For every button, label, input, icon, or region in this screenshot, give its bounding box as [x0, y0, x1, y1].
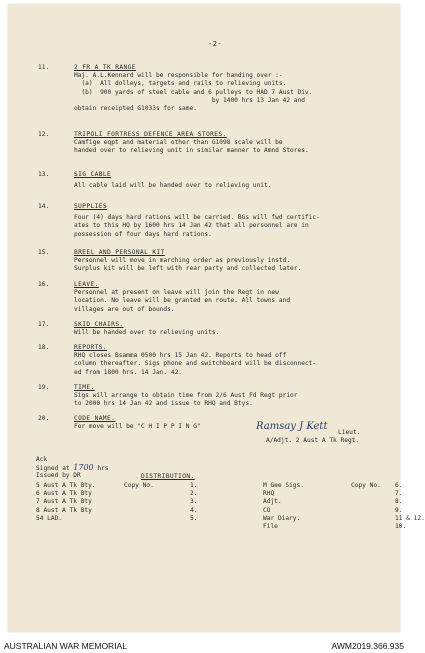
item-line: ates to this HQ by 1600 hrs 14 Jan 42 that all personnel are in	[74, 222, 309, 230]
distribution-unit: File	[263, 523, 278, 531]
item-heading: LEAVE.	[74, 281, 99, 288]
distribution-copy-number: 7.	[395, 490, 403, 498]
acknowledgement-block	[36, 456, 109, 480]
item-number: 20.	[38, 415, 50, 422]
signature-rank: Lieut.	[338, 429, 361, 436]
distribution-copy-number: 6.	[395, 482, 403, 489]
distribution-copy-number: 8.	[395, 498, 403, 506]
distribution-copy-number: 10.	[395, 523, 407, 531]
handwritten-signature: Ramsay J Kett	[256, 421, 328, 432]
ack-label: Ack	[36, 456, 48, 463]
item-heading: TIME.	[74, 384, 95, 391]
item-line: Personnel at present on leave will join the Regt in new	[74, 289, 279, 297]
page-number: -2-	[208, 40, 223, 48]
item-line: Surplus kit will be left with rear party and collected later.	[74, 265, 302, 273]
ack-issued-line: Issued by DR	[36, 472, 81, 480]
item-heading: TRIPOLI FORTRESS DEFENCE AREA STORES.	[74, 131, 227, 138]
distribution-copy-label	[351, 515, 395, 523]
item-line: location. No leave will be granted en route. All towns and	[74, 297, 291, 305]
ack-handwritten-time: 1700	[73, 462, 94, 472]
item-line: Sigs will arrange to obtain time from 2/6 Aust Fd Regt prior	[74, 392, 298, 400]
distribution-unit: 5 Aust A Tk Bty.	[36, 482, 96, 489]
distribution-unit: 54 LAD.	[36, 514, 63, 522]
ack-signed-line	[36, 464, 109, 473]
item-number: 12.	[38, 131, 50, 138]
distribution-copy-number: 9.	[395, 506, 403, 514]
item-heading: SIG CABLE	[74, 171, 112, 178]
distribution-row	[36, 515, 214, 523]
ack-signed-prefix: Signed at	[36, 464, 74, 472]
distribution-row	[36, 490, 214, 498]
distribution-row	[263, 515, 425, 523]
item-number: 17.	[38, 321, 50, 328]
item-line: ed from 1800 hrs. 14 Jan. 42.	[74, 368, 183, 376]
distribution-copy-label	[124, 515, 190, 523]
distribution-unit: 8 Aust A Tk Bty	[36, 506, 92, 514]
distribution-copy-label	[124, 490, 190, 498]
signature-appointment: A/Adjt. 2 Aust A Tk Regt.	[266, 437, 360, 444]
item-line: Camfige eqpt and material other than G1098 scale will be	[74, 139, 283, 147]
distribution-copy-label	[124, 498, 190, 506]
item-line: All cable laid will be handed over to relieving unit.	[74, 182, 272, 190]
item-line: Maj. A.L.Kennard will be responsible for handing over :-	[74, 72, 283, 80]
item-line: Will be handed over to relieving units.	[74, 329, 220, 337]
item-number: 11.	[38, 64, 50, 71]
item-line: handed over to relieving unit in similar manner to Amnd Stores.	[74, 147, 309, 155]
item-line: RHQ closes Bsamma 0500 hrs 15 Jan 42. Reports to head off	[74, 352, 287, 360]
item-line: (a) All dolleys, targets and rails to relieving units.	[74, 80, 287, 88]
item-line: (b) 900 yards of steel cable and 6 pulleys to HAD 7 Aust Div.	[74, 88, 313, 96]
item-line: to 2000 hrs 14 Jan 42 and issue to RHQ and Btys.	[74, 400, 253, 408]
distribution-title: DISTRIBUTION.	[141, 473, 195, 480]
footer-institution: AUSTRALIAN WAR MEMORIAL	[4, 641, 127, 651]
distribution-copy-number: 1.	[190, 482, 198, 489]
distribution-row	[263, 490, 425, 498]
distribution-list-right	[263, 482, 425, 531]
distribution-row	[263, 498, 425, 506]
distribution-copy-label	[351, 507, 395, 515]
distribution-unit: Adjt.	[263, 498, 282, 506]
distribution-unit: RHQ	[263, 490, 275, 498]
distribution-copy-label	[351, 523, 395, 531]
item-heading: REPORTS.	[74, 344, 108, 351]
distribution-copy-label: Copy No.	[351, 482, 381, 489]
item-line: For move will be "C H I P P I N G"	[74, 423, 201, 431]
item-line: Four (4) days hard rations will be carried. BGs will fwd certific-	[74, 214, 320, 222]
item-line: by 1400 hrs 13 Jan 42 and	[74, 96, 305, 104]
distribution-row	[263, 482, 425, 490]
signature-block	[266, 429, 360, 445]
distribution-copy-number: 5.	[190, 514, 198, 522]
distribution-copy-label	[124, 507, 190, 515]
distribution-row	[36, 498, 214, 506]
item-line: possession of four days hard rations.	[74, 230, 212, 238]
item-line: Personnel will move in marching order as previously instd.	[74, 257, 291, 265]
item-heading: SKID CHAIRS.	[74, 321, 124, 328]
item-heading: CODE NAME.	[74, 415, 116, 422]
distribution-list-left	[36, 482, 214, 523]
distribution-copy-label	[351, 498, 395, 506]
item-number: 15.	[38, 249, 50, 256]
distribution-copy-number: 4.	[190, 506, 198, 514]
item-heading: 2 FR A TK RANGE	[74, 64, 136, 71]
distribution-unit: M Gee Sigs.	[263, 482, 304, 489]
item-line: obtain receipted G1033s for same.	[74, 105, 197, 113]
item-number: 14.	[38, 203, 50, 210]
distribution-copy-number: 3.	[190, 498, 198, 506]
item-line: villages are out of bounds.	[74, 305, 175, 313]
distribution-copy-label	[351, 490, 395, 498]
footer-accession-number: AWM2019.366.935	[331, 641, 404, 651]
ack-signed-suffix: hrs	[93, 464, 109, 472]
distribution-row	[36, 507, 214, 515]
document-page	[8, 4, 425, 632]
distribution-row	[36, 482, 214, 490]
item-heading: BREEL AND PERSONAL KIT	[74, 249, 165, 256]
item-line: column thereafter. Sigs phone and switchboard will be disconnect-	[74, 360, 317, 368]
archive-footer	[0, 640, 408, 653]
distribution-row	[263, 507, 425, 515]
distribution-copy-number: 11 & 12.	[395, 514, 425, 522]
item-number: 13.	[38, 171, 50, 178]
distribution-unit: CO	[263, 506, 271, 514]
distribution-copy-number: 2.	[190, 490, 198, 498]
item-number: 18.	[38, 344, 50, 351]
distribution-unit: War Diary.	[263, 514, 301, 522]
item-number: 19.	[38, 384, 50, 391]
item-heading: SUPPLIES	[74, 203, 108, 210]
distribution-copy-label: Copy No.	[124, 482, 154, 489]
distribution-unit: 6 Aust A Tk Bty	[36, 490, 92, 498]
distribution-row	[263, 523, 425, 531]
item-number: 16.	[38, 281, 50, 288]
distribution-unit: 7 Aust A Tk Bty	[36, 498, 92, 506]
